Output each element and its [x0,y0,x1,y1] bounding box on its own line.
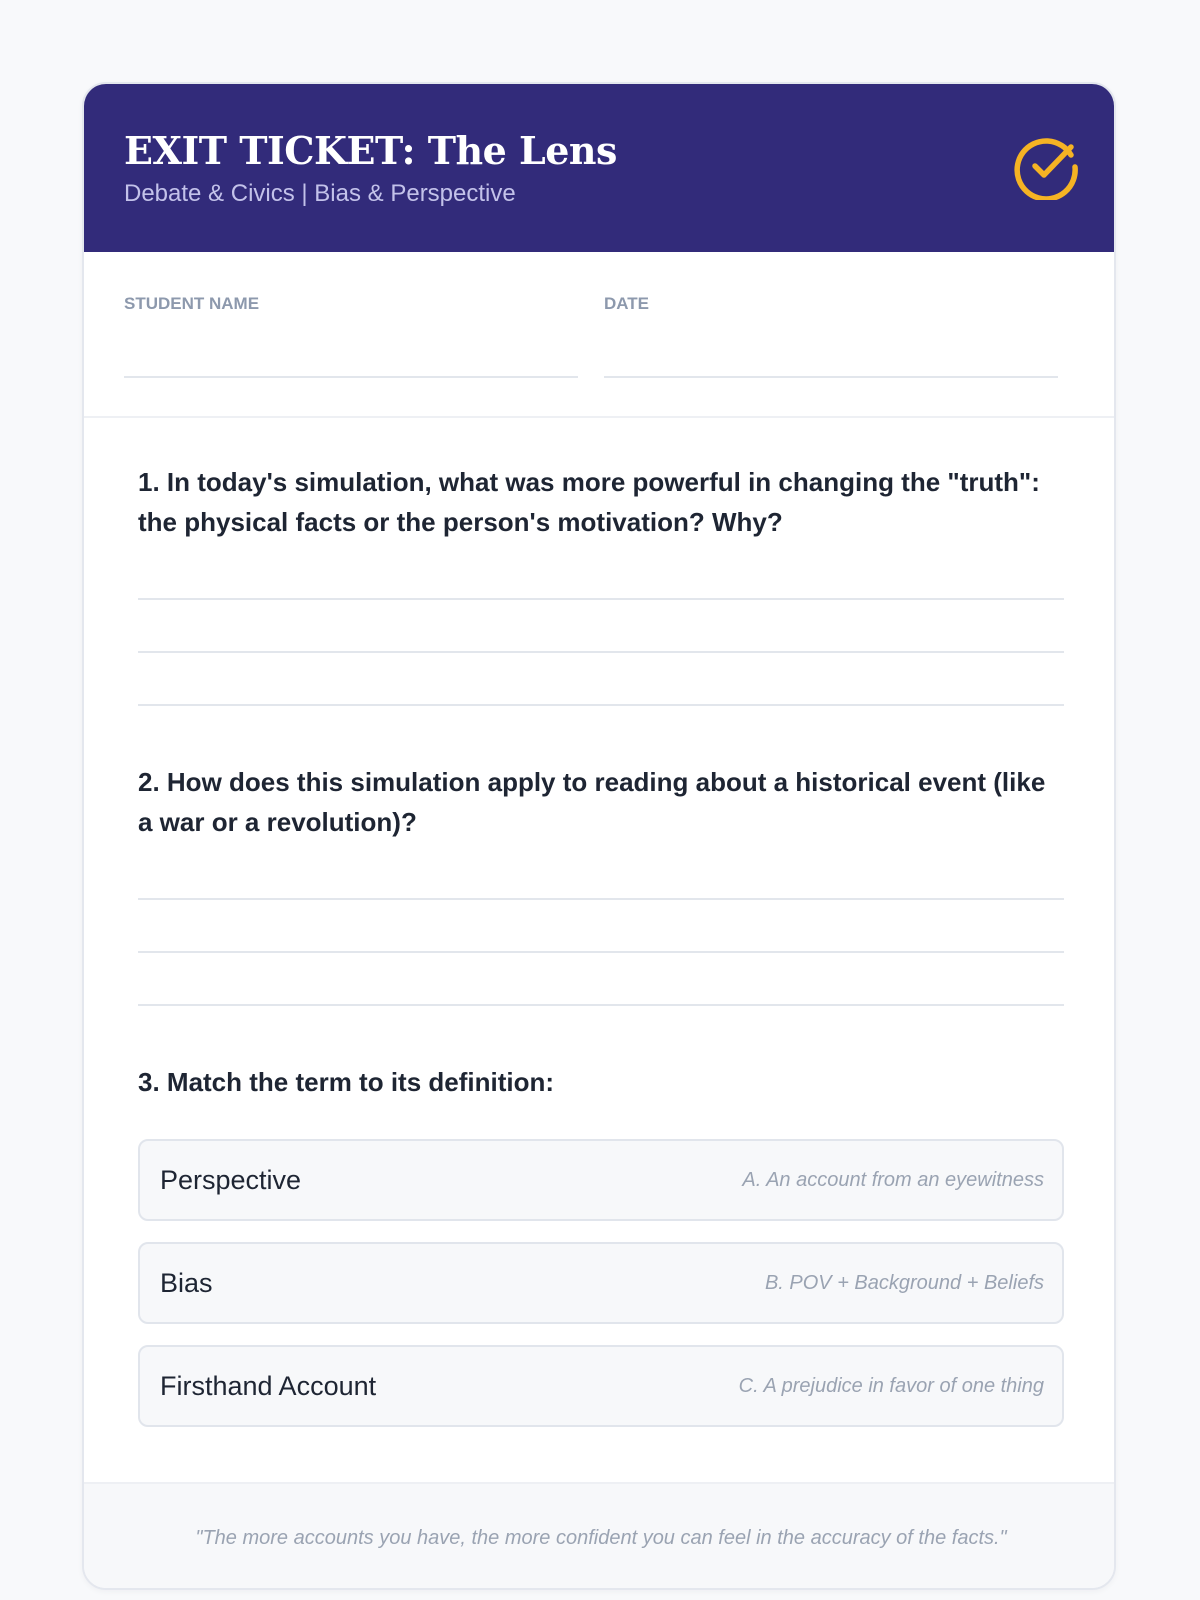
question-2: 2. How does this simulation apply to reading about a historical event (like a war or a revolution)? [138,767,1046,837]
student-name-input[interactable] [124,376,578,378]
section-divider [84,416,1116,418]
answer-line-2c[interactable] [138,1004,1064,1006]
answer-line-2b[interactable] [138,951,1064,953]
date-input[interactable] [604,376,1058,378]
match-term: Bias [160,1268,213,1298]
match-item-perspective[interactable] [138,1139,1064,1221]
page-subtitle: Debate & Civics | Bias & Perspective [124,180,516,207]
match-term: Perspective [160,1165,302,1195]
match-definition: A. An account from an eyewitness [742,1169,1044,1191]
footer [84,1482,1116,1590]
check-circle-icon [1013,134,1079,200]
question-3: 3. Match the term to its definition: [138,1067,555,1097]
match-definition: C. A prejudice in favor of one thing [738,1375,1044,1397]
page-title: EXIT TICKET: The Lens [124,128,617,173]
answer-line-1b[interactable] [138,651,1064,653]
answer-line-2a[interactable] [138,898,1064,900]
answer-line-1c[interactable] [138,704,1064,706]
exit-ticket-card [82,82,1116,1590]
date-label: DATE [604,294,650,313]
match-definition: B. POV + Background + Beliefs [764,1272,1044,1294]
student-name-label: STUDENT NAME [124,294,260,313]
question-1: 1. In today's simulation, what was more powerful in changing the "truth": the physical facts or the person's motivation? Why? [138,467,1040,537]
footer-quote: "The more accounts you have, the more confident you can feel in the accuracy of the facts." [195,1527,1007,1549]
match-item-bias[interactable] [138,1242,1064,1324]
header-banner [84,84,1116,252]
match-term: Firsthand Account [160,1371,377,1401]
answer-line-1a[interactable] [138,598,1064,600]
match-item-firsthand-account[interactable] [138,1345,1064,1427]
